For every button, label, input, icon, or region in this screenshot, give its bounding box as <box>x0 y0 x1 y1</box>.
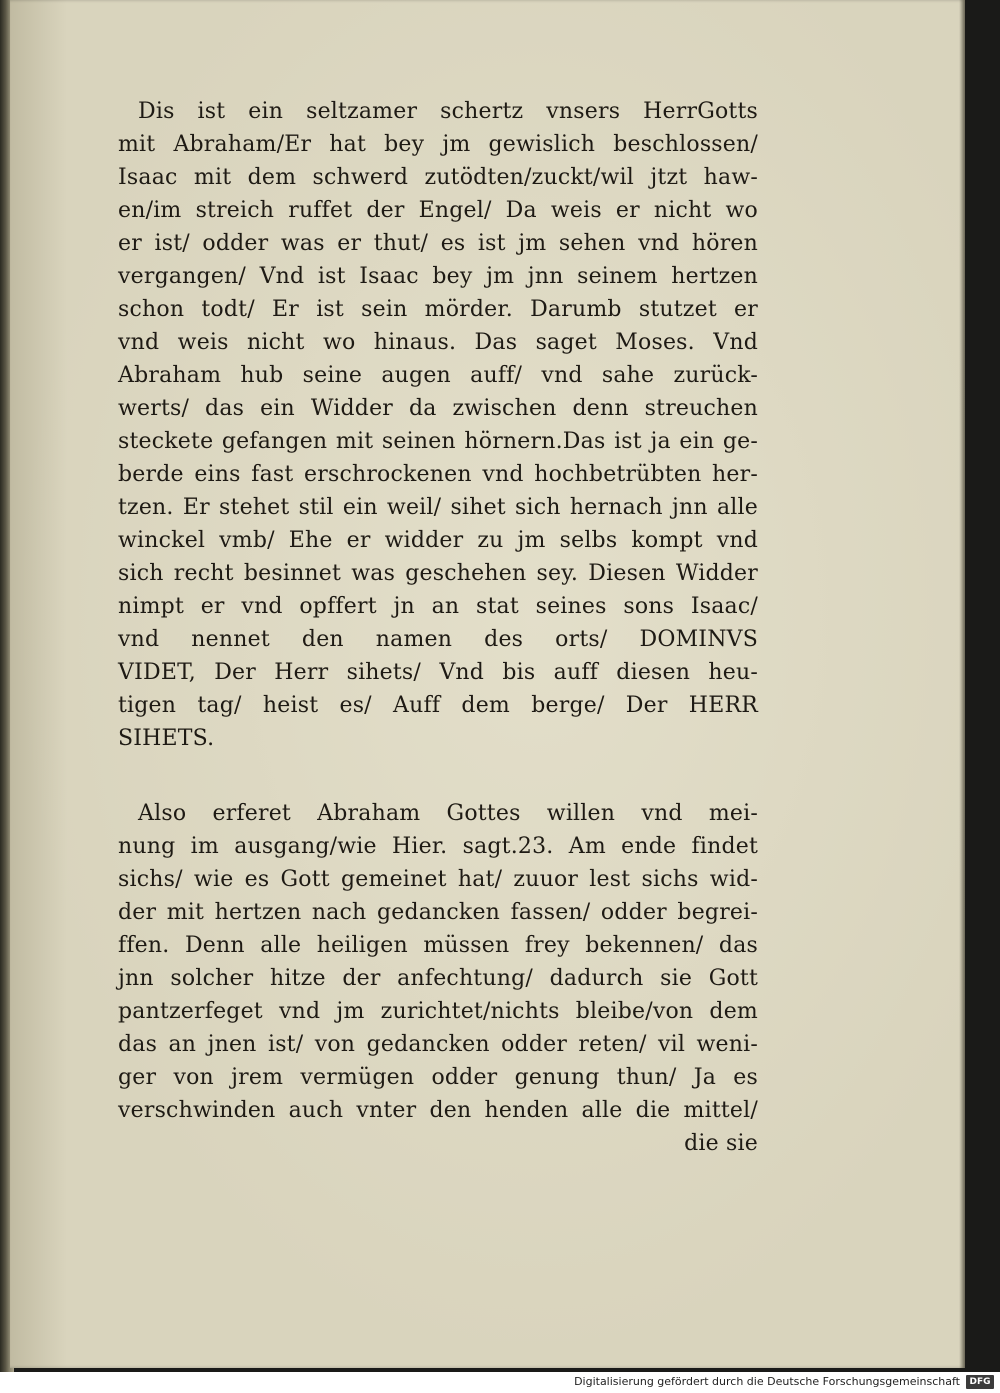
text-line: berde eins fast erschrockenen vnd hochbetrübten her- <box>118 462 758 487</box>
text-line: er ist/ odder was er thut/ es ist jm sehen vnd hören <box>118 231 758 256</box>
text-line: sichs/ wie es Gott gemeinet hat/ zuuor lest sichs wid- <box>118 867 758 892</box>
text-line: Dis ist ein seltzamer schertz vnsers HerrGotts <box>138 99 758 124</box>
text-line: ffen. Denn alle heiligen müssen frey bekennen/ das <box>118 933 758 958</box>
footer-bar <box>0 1372 1000 1393</box>
text-line: sich recht besinnet was geschehen sey. Diesen Widder <box>118 561 758 586</box>
paragraph-gap <box>118 755 758 797</box>
text-line: en/im streich ruffet der Engel/ Da weis er nicht wo <box>118 198 758 223</box>
text-line: vergangen/ Vnd ist Isaac bey jm jnn seinem hertzen <box>118 264 758 289</box>
text-line: tzen. Er stehet stil ein weil/ sihet sich hernach jnn alle <box>118 495 758 520</box>
text-line: Abraham hub seine augen auff/ vnd sahe zurück- <box>118 363 758 388</box>
text-line: verschwinden auch vnter den henden alle die mittel/ <box>118 1098 758 1123</box>
page-gutter-shadow <box>959 0 965 1368</box>
text-line: winckel vmb/ Ehe er widder zu jm selbs kompt vnd <box>118 528 758 553</box>
text-line: der mit hertzen nach gedancken fassen/ odder begrei- <box>118 900 758 925</box>
paragraph-2 <box>118 797 758 1160</box>
text-line: ger von jrem vermügen odder genung thun/ Ja es <box>118 1065 758 1090</box>
text-line: nimpt er vnd opffert jn an stat seines sons Isaac/ <box>118 594 758 619</box>
text-line: steckete gefangen mit seinen hörnern.Das ist ja ein ge- <box>118 429 758 454</box>
text-line: tigen tag/ heist es/ Auff dem berge/ Der HERR <box>118 693 758 718</box>
text-line: das an jnen ist/ von gedancken odder reten/ vil weni- <box>118 1032 758 1057</box>
text-line: VIDET, Der Herr sihets/ Vnd bis auff diesen heu- <box>118 660 758 685</box>
text-line: jnn solcher hitze der anfechtung/ dadurch sie Gott <box>118 966 758 991</box>
text-line: Also erferet Abraham Gottes willen vnd mei- <box>138 801 758 826</box>
text-line: werts/ das ein Widder da zwischen denn streuchen <box>118 396 758 421</box>
dfg-logo-icon: DFG <box>966 1375 994 1389</box>
text-line: pantzerfeget vnd jm zurichtet/nichts bleibe/von dem <box>118 999 758 1024</box>
text-line: vnd weis nicht wo hinaus. Das saget Moses. Vnd <box>118 330 758 355</box>
paragraph-1 <box>118 95 758 755</box>
text-line: nung im ausgang/wie Hier. sagt.23. Am ende findet <box>118 834 758 859</box>
funding-notice: Digitalisierung gefördert durch die Deutsche Forschungsgemeinschaft <box>574 1375 960 1388</box>
text-line: mit Abraham/Er hat bey jm gewislich beschlossen/ <box>118 132 758 157</box>
text-line: vnd nennet den namen des orts/ DOMINVS <box>118 627 758 652</box>
text-line: schon todt/ Er ist sein mörder. Darumb stutzet er <box>118 297 758 322</box>
book-page <box>10 0 965 1368</box>
text-block <box>118 95 758 1160</box>
catchword: die sie <box>684 1131 758 1156</box>
text-line: SIHETS. <box>118 726 215 751</box>
text-line: Isaac mit dem schwerd zutödten/zuckt/wil jtzt haw- <box>118 165 758 190</box>
